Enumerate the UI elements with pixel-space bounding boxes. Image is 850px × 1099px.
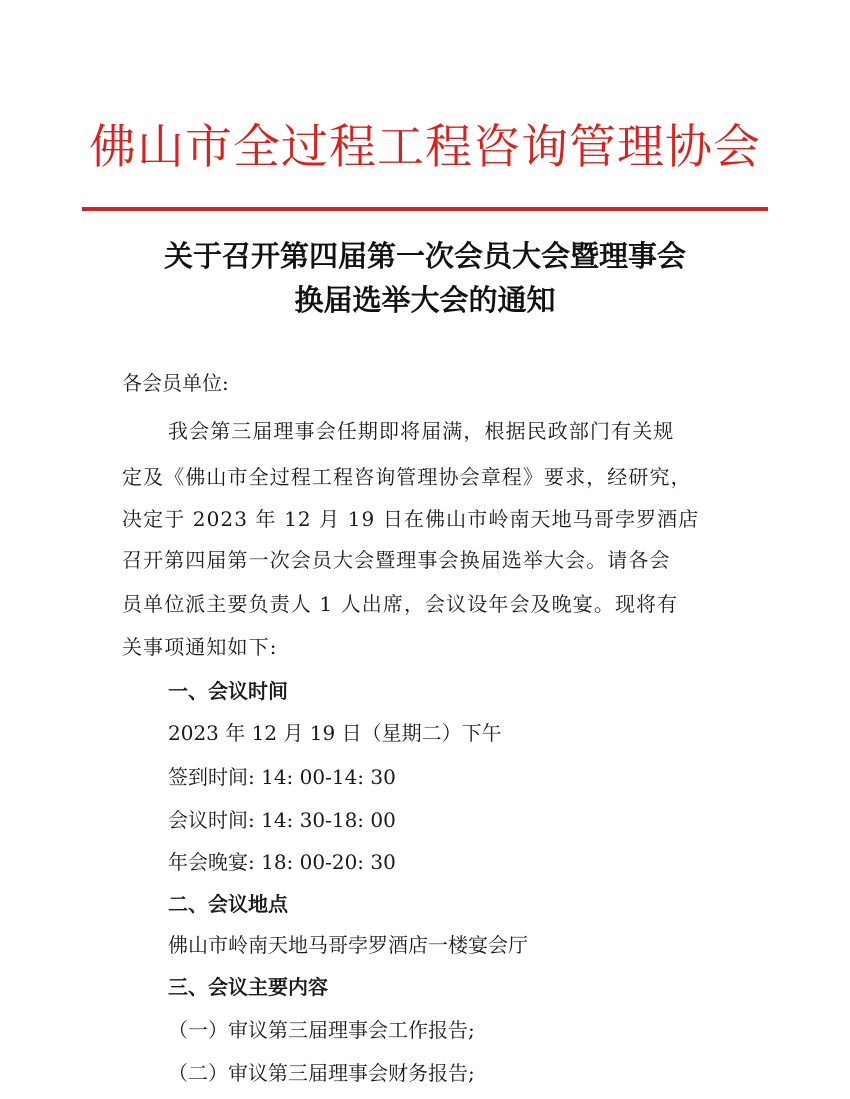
- notice-title-line-2: 换届选举大会的通知: [294, 283, 556, 317]
- meeting-date: 2023 年 12 月 19 日（星期二）下午: [168, 721, 502, 745]
- salutation: 各会员单位:: [122, 371, 229, 395]
- paragraph-line: 定及《佛山市全过程工程咨询管理协会章程》要求，经研究，: [122, 465, 692, 489]
- notice-title-line-1: 关于召开第四届第一次会员大会暨理事会: [163, 239, 686, 273]
- paragraph-line: 召开第四届第一次会员大会暨理事会换届选举大会。请各会: [122, 548, 671, 572]
- agenda-item: （一）审议第三届理事会工作报告;: [168, 1018, 475, 1042]
- venue-text: 佛山市岭南天地马哥孛罗酒店一楼宴会厅: [168, 933, 528, 957]
- paragraph-line: 决定于 2023 年 12 月 19 日在佛山市岭南天地马哥孛罗酒店: [122, 507, 700, 531]
- checkin-time: 签到时间: 14: 00-14: 30: [168, 765, 396, 789]
- header-red-rule: [82, 207, 768, 211]
- paragraph-line: 员单位派主要负责人 1 人出席，会议设年会及晚宴。现将有: [122, 592, 679, 616]
- organization-header: 佛山市全过程工程咨询管理协会: [89, 120, 761, 175]
- section-heading-meeting-time: 一、会议时间: [168, 679, 288, 703]
- meeting-time: 会议时间: 14: 30-18: 00: [168, 808, 396, 832]
- section-heading-venue: 二、会议地点: [168, 892, 288, 916]
- agenda-item: （二）审议第三届理事会财务报告;: [168, 1061, 475, 1085]
- paragraph-line: 关事项通知如下:: [122, 635, 278, 659]
- paragraph-line: 我会第三届理事会任期即将届满，根据民政部门有关规: [168, 419, 675, 443]
- section-heading-agenda: 三、会议主要内容: [168, 975, 328, 999]
- dinner-time: 年会晚宴: 18: 00-20: 30: [168, 850, 396, 874]
